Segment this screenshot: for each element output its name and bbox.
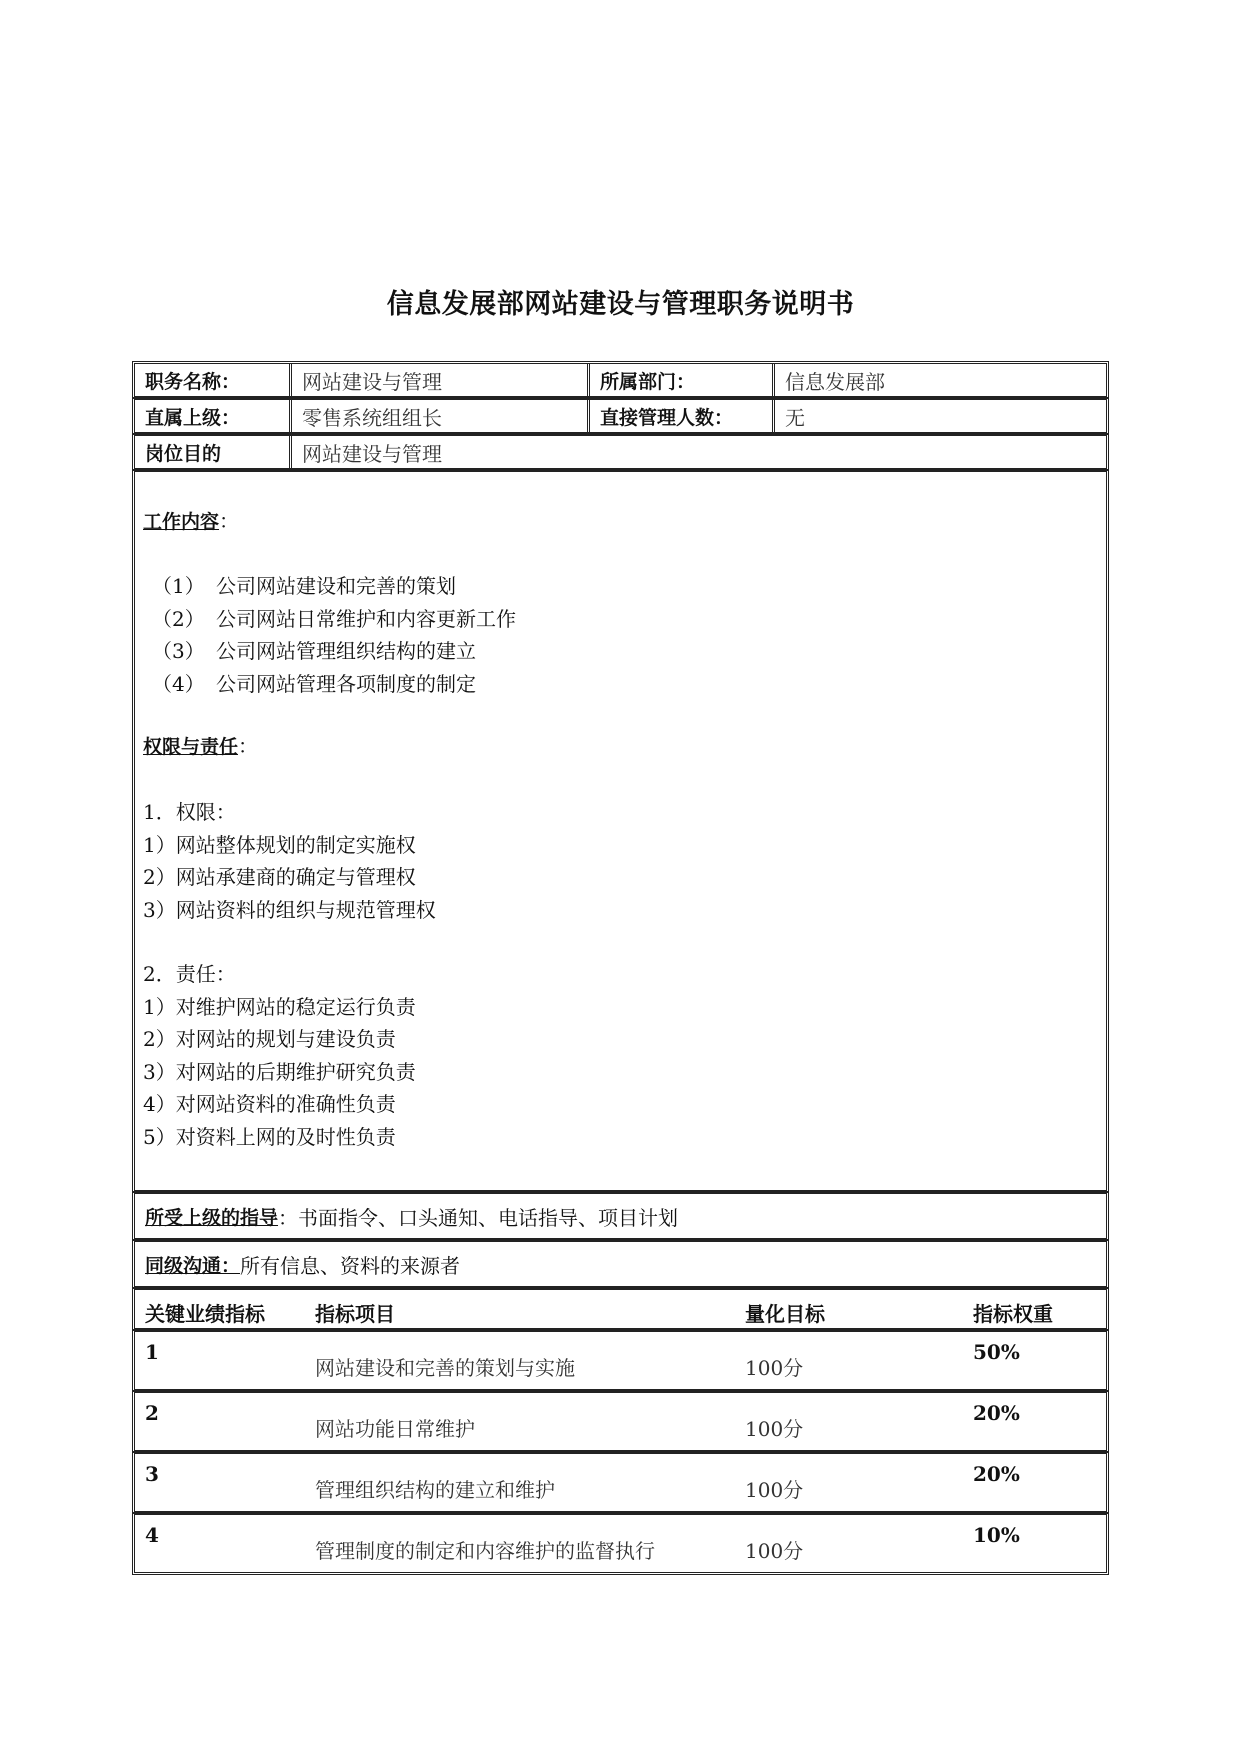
authority-heading: 权限与责任 [143, 736, 239, 758]
list-item: （4） 公司网站管理各项制度的制定 [152, 671, 476, 696]
subordinates-value: 无 [785, 405, 805, 430]
list-item: （2） 公司网站日常维护和内容更新工作 [152, 606, 516, 631]
list-item: 3）对网站的后期维护研究负责 [143, 1059, 416, 1084]
kpi-weight: 50% [973, 1340, 1020, 1364]
kpi-target: 100分 [745, 1478, 804, 1502]
job-purpose-row [132, 433, 1109, 471]
rights-list [143, 796, 436, 926]
kpi-item: 网站功能日常维护 [315, 1417, 475, 1441]
kpi-target: 100分 [745, 1539, 804, 1563]
kpi-id: 3 [145, 1462, 159, 1486]
rights-subheading: 1．权限： [143, 800, 236, 824]
work-content-heading: 工作内容 [143, 511, 220, 533]
kpi-weight: 10% [973, 1523, 1020, 1547]
table-row [132, 1512, 1109, 1575]
kpi-id: 1 [145, 1340, 159, 1364]
kpi-item: 管理组织结构的建立和维护 [315, 1478, 555, 1502]
list-item: 1）网站整体规划的制定实施权 [143, 832, 416, 857]
kpi-id: 4 [145, 1523, 159, 1547]
superior-label: 直属上级： [145, 406, 241, 429]
list-item: 3）网站资料的组织与规范管理权 [143, 897, 436, 922]
kpi-target: 100分 [745, 1417, 804, 1441]
duties-list [143, 958, 416, 1153]
job-name-label: 职务名称： [145, 370, 241, 393]
kpi-item: 管理制度的制定和内容维护的监督执行 [315, 1539, 655, 1563]
list-item: 2）网站承建商的确定与管理权 [143, 865, 416, 889]
authority-section: 权限与责任： [143, 734, 259, 758]
table-row [132, 1390, 1109, 1453]
kpi-header-target: 量化目标 [745, 1302, 825, 1326]
list-item: 1）对维护网站的稳定运行负责 [143, 994, 416, 1019]
kpi-target: 100分 [745, 1356, 804, 1380]
list-item: 4）对网站资料的准确性负责 [143, 1092, 396, 1116]
kpi-id: 2 [145, 1401, 159, 1425]
list-item: 5）对资料上网的及时性负责 [143, 1124, 396, 1149]
work-content-section: 工作内容： [143, 509, 240, 533]
department-label: 所属部门： [600, 370, 696, 393]
list-item: （1） 公司网站建设和完善的策划 [152, 574, 456, 598]
job-info-row-1 [132, 361, 1109, 399]
kpi-header-weight: 指标权重 [973, 1302, 1053, 1326]
table-row [132, 1329, 1109, 1392]
kpi-header-item: 指标项目 [315, 1302, 395, 1326]
kpi-weight: 20% [973, 1462, 1020, 1486]
subordinates-label: 直接管理人数： [600, 406, 734, 429]
duties-subheading: 2．责任： [143, 962, 236, 986]
work-items-list [144, 570, 516, 700]
kpi-header-indicator: 关键业绩指标 [145, 1302, 265, 1326]
document-title: 信息发展部网站建设与管理职务说明书 [386, 289, 855, 320]
peer-text: 所有信息、资料的来源者 [240, 1253, 461, 1278]
peer-label: 同级沟通： [145, 1254, 241, 1277]
list-item: （3） 公司网站管理组织结构的建立 [152, 639, 476, 663]
guidance-label: 所受上级的指导 [145, 1206, 279, 1229]
guidance-row [132, 1191, 1109, 1241]
kpi-item: 网站建设和完善的策划与实施 [315, 1356, 575, 1380]
job-info-row-2 [132, 397, 1109, 435]
purpose-value: 网站建设与管理 [302, 441, 442, 466]
list-item: 2）对网站的规划与建设负责 [143, 1027, 396, 1051]
job-name-value: 网站建设与管理 [302, 369, 442, 394]
purpose-label: 岗位目的 [145, 442, 222, 465]
kpi-header-row [132, 1287, 1109, 1331]
department-value: 信息发展部 [785, 369, 885, 394]
kpi-weight: 20% [973, 1401, 1020, 1425]
peer-communication-row [132, 1239, 1109, 1289]
table-row [132, 1451, 1109, 1514]
guidance-text: ：书面指令、口头通知、电话指导、项目计划 [278, 1205, 679, 1230]
superior-value: 零售系统组组长 [302, 405, 442, 430]
